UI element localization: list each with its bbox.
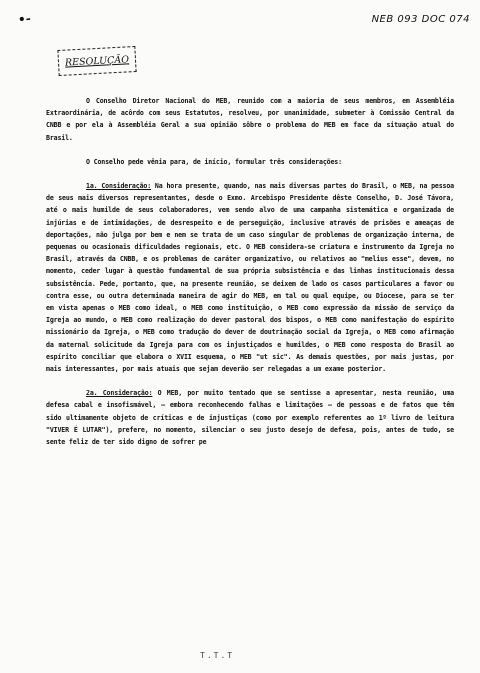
first-consideration-body: Na hora presente, quando, nas mais diversas partes do Brasil, o MEB, na pessoa de seus mais diversos representantes, desde o Exmo. Arcebispo Presidente dêste Conselho, D. José Távora, até o mais humilde de seus colaboradores, vem sendo alvo de uma campanha sistemática e organizada de injúrias e de intimidações, de desrespeito e de perseguição, inclusive através de prisões e ameaças de deportações, não julga por bem e nem se trata de um caso singular de problemas de organização interna, de pequenas ou ocasionais dificuldades regionais, etc. O MEB considera-se criatura e instrumento da Igreja no Brasil, através da CNBB, e os problemas de caráter organizativo, ou relativos ao "melius esse", devem, no momento, ceder lugar à questão fundamental de sua própria subsistência e das linhas institucionais dessa subsistência. Pede, portanto, que, na presente reunião, se deixem de lado os casos particulares a favor ou contra esse, ou outra determinada maneira de agir do MEB, em tal ou qual equipe, ou Diocese, para se ter em vista apenas o MEB como ideal, o MEB como instituição, o MEB como expressão da missão de serviço da Igreja ao mundo, o MEB como realização do dever pastoral dos bispos, o MEB como manifestação do espírito missionário da Igreja, o MEB como tradução do dever de doutrinação social da Igreja, o MEB como afirmação da maternal solicitude da Igreja para com os injustiçados e humildes, o MEB como resposta do Brasil ao espírito conciliar que elabora o XVII esquema, o MEB "ut sic". As demais questões, por mais justas, por mais interessantes, por mais atuais que sejam deverão ser relegadas a um exame posterior. (46, 182, 455, 374)
first-consideration-heading: 1a. Consideração: (86, 182, 152, 191)
second-consideration-heading: 2a. Consideração: (86, 389, 153, 398)
paragraph-considerations-lead: O Conselho pede vênia para, de início, formular três considerações: (86, 157, 342, 166)
second-consideration-body: O MEB, por muito tentado que se sentisse a apresentar, nesta reunião, uma defesa cabal e insofismável, — embora reconhecendo falhas e limitações — de pessoas e de fatos que têm sido ultimamente objeto de críticas e de injustiças (como por exemplo referentes ao 1º livro de leitura "VIVER É LUTAR"), prefere, no momento, silenciar o seu justo desejo de defesa, pois, antes de tudo, se sente feliz de ter sido digno de sofrer pe (46, 389, 455, 447)
document-reference-number: NEB 093 DOC 074 (371, 14, 470, 25)
footer-mark: T.T.T (200, 651, 235, 660)
paragraph-first-consideration (46, 180, 454, 375)
document-body (46, 95, 454, 460)
corner-handwritten-mark: •- (17, 11, 32, 27)
paragraph-intro: O Conselho Diretor Nacional do MEB, reunido com a maioria de seus membros, em Assembléia Extraordinária, de acôrdo com seus Estatutos, resolveu, por unanimidade, submeter à Comissão Central da CNBB e por ela à Assembléia Geral a sua opinião sôbre o problema do MEB em face da situação atual do Brasil. (46, 97, 454, 142)
paragraph-second-consideration (46, 387, 454, 448)
resolution-stamp (57, 46, 136, 76)
stamp-label: RESOLUÇÃO (64, 53, 130, 69)
